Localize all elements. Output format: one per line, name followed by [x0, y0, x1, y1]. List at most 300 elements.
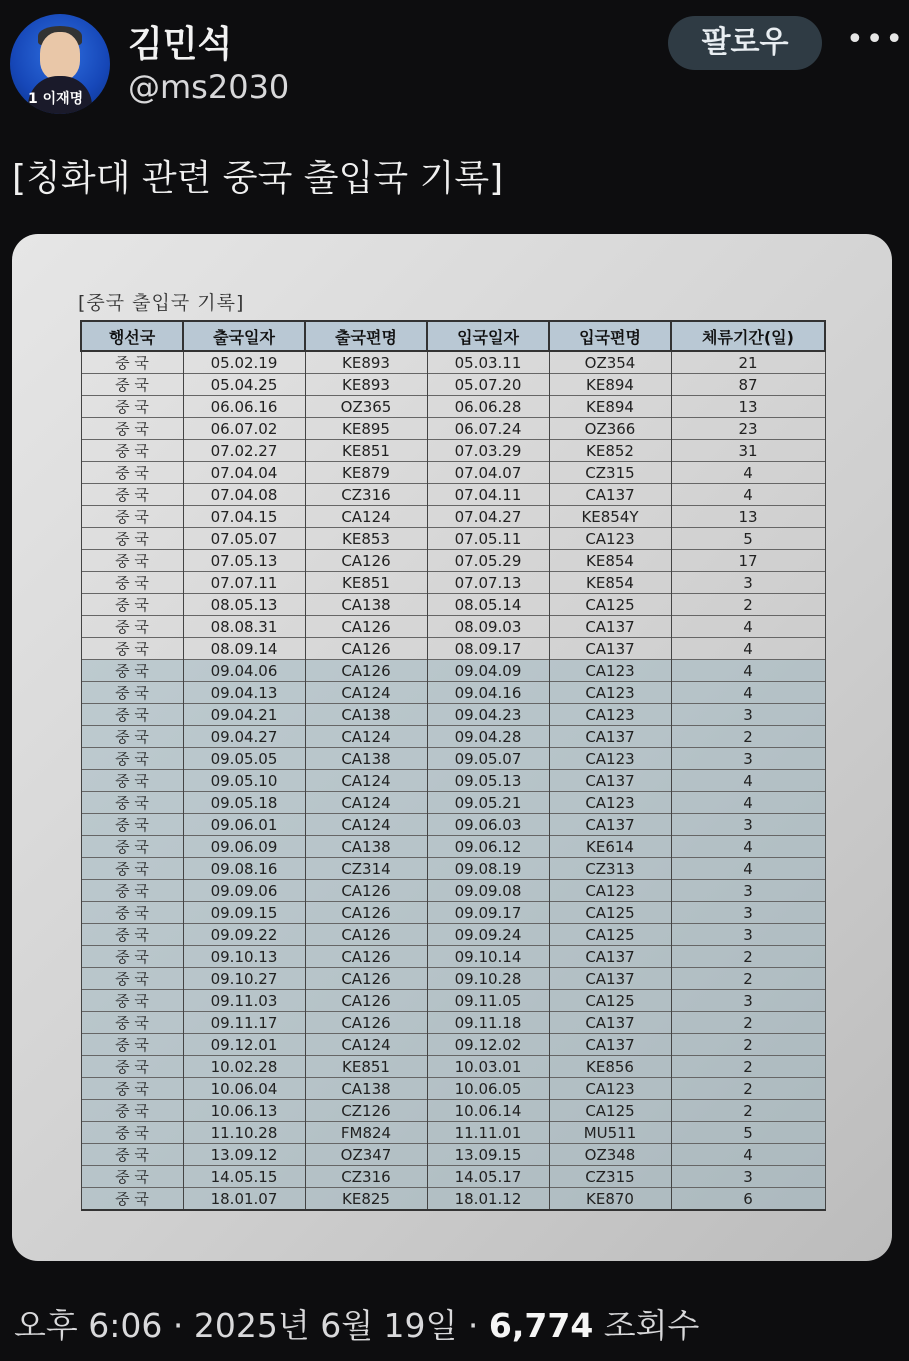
- table-cell: 10.06.13: [183, 1100, 305, 1122]
- table-cell: 07.04.07: [427, 462, 549, 484]
- table-row: [81, 528, 825, 550]
- immigration-records-table: [80, 320, 826, 1211]
- table-cell: KE854Y: [549, 506, 671, 528]
- table-cell: 09.09.15: [183, 902, 305, 924]
- separator: ·: [457, 1306, 489, 1345]
- table-cell: 중 국: [81, 682, 183, 704]
- table-cell: CA123: [549, 682, 671, 704]
- table-cell: 3: [671, 1166, 825, 1188]
- table-cell: 3: [671, 704, 825, 726]
- table-cell: 중 국: [81, 1100, 183, 1122]
- table-row: [81, 748, 825, 770]
- table-row: [81, 484, 825, 506]
- table-cell: CA126: [305, 946, 427, 968]
- table-cell: 09.05.07: [427, 748, 549, 770]
- table-cell: 09.05.21: [427, 792, 549, 814]
- table-cell: CA137: [549, 770, 671, 792]
- table-cell: 09.09.06: [183, 880, 305, 902]
- table-cell: 09.11.17: [183, 1012, 305, 1034]
- table-cell: CA124: [305, 726, 427, 748]
- table-cell: 09.04.23: [427, 704, 549, 726]
- table-cell: 09.09.24: [427, 924, 549, 946]
- table-cell: 09.08.16: [183, 858, 305, 880]
- table-cell: 중 국: [81, 440, 183, 462]
- table-row: [81, 1100, 825, 1122]
- table-cell: 2: [671, 1012, 825, 1034]
- table-cell: 4: [671, 660, 825, 682]
- table-cell: 09.10.27: [183, 968, 305, 990]
- user-handle[interactable]: @ms2030: [128, 68, 290, 106]
- column-header: 입국편명: [549, 321, 671, 351]
- table-cell: KE851: [305, 440, 427, 462]
- column-header: 입국일자: [427, 321, 549, 351]
- table-row: [81, 814, 825, 836]
- table-cell: CA123: [549, 792, 671, 814]
- table-cell: 13: [671, 396, 825, 418]
- table-cell: 중 국: [81, 374, 183, 396]
- display-name[interactable]: 김민석: [128, 24, 233, 65]
- table-cell: 09.04.28: [427, 726, 549, 748]
- table-cell: 중 국: [81, 572, 183, 594]
- table-cell: 10.03.01: [427, 1056, 549, 1078]
- column-header: 출국일자: [183, 321, 305, 351]
- table-cell: 17: [671, 550, 825, 572]
- more-options-icon[interactable]: •••: [846, 22, 906, 57]
- table-row: [81, 594, 825, 616]
- table-cell: OZ348: [549, 1144, 671, 1166]
- table-row: [81, 880, 825, 902]
- table-cell: 09.04.13: [183, 682, 305, 704]
- table-cell: KE893: [305, 351, 427, 374]
- table-cell: 08.09.14: [183, 638, 305, 660]
- table-cell: 18.01.07: [183, 1188, 305, 1211]
- table-row: [81, 1166, 825, 1188]
- table-row: [81, 1056, 825, 1078]
- attached-photo[interactable]: [12, 234, 892, 1261]
- table-cell: 중 국: [81, 858, 183, 880]
- table-cell: 중 국: [81, 1012, 183, 1034]
- table-cell: CA125: [549, 990, 671, 1012]
- table-cell: CA124: [305, 792, 427, 814]
- table-cell: 21: [671, 351, 825, 374]
- table-cell: 5: [671, 528, 825, 550]
- table-cell: CZ313: [549, 858, 671, 880]
- table-cell: MU511: [549, 1122, 671, 1144]
- table-cell: 중 국: [81, 792, 183, 814]
- table-cell: 09.05.13: [427, 770, 549, 792]
- table-cell: 09.05.10: [183, 770, 305, 792]
- table-cell: CZ126: [305, 1100, 427, 1122]
- table-cell: CZ315: [549, 462, 671, 484]
- table-cell: CA123: [549, 748, 671, 770]
- table-cell: KE854: [549, 572, 671, 594]
- table-cell: 3: [671, 572, 825, 594]
- table-cell: 09.05.18: [183, 792, 305, 814]
- table-cell: 중 국: [81, 616, 183, 638]
- table-cell: 14.05.17: [427, 1166, 549, 1188]
- table-cell: 07.05.29: [427, 550, 549, 572]
- avatar-face: [40, 32, 80, 80]
- table-cell: 4: [671, 462, 825, 484]
- table-row: [81, 924, 825, 946]
- table-row: [81, 418, 825, 440]
- table-cell: 6: [671, 1188, 825, 1211]
- table-cell: 중 국: [81, 660, 183, 682]
- table-cell: 06.06.28: [427, 396, 549, 418]
- table-cell: CA126: [305, 1012, 427, 1034]
- avatar[interactable]: [10, 14, 110, 114]
- table-cell: 09.11.05: [427, 990, 549, 1012]
- table-cell: KE852: [549, 440, 671, 462]
- table-cell: CZ316: [305, 1166, 427, 1188]
- table-cell: 중 국: [81, 836, 183, 858]
- table-cell: CA124: [305, 1034, 427, 1056]
- table-cell: 08.08.31: [183, 616, 305, 638]
- table-cell: 09.06.12: [427, 836, 549, 858]
- table-row: [81, 638, 825, 660]
- table-cell: 중 국: [81, 770, 183, 792]
- table-cell: KE854: [549, 550, 671, 572]
- table-cell: CA123: [549, 880, 671, 902]
- table-row: [81, 946, 825, 968]
- table-cell: 중 국: [81, 946, 183, 968]
- table-cell: 중 국: [81, 924, 183, 946]
- table-cell: 4: [671, 858, 825, 880]
- table-cell: 05.04.25: [183, 374, 305, 396]
- table-cell: 10.02.28: [183, 1056, 305, 1078]
- table-row: [81, 1034, 825, 1056]
- table-cell: 08.09.03: [427, 616, 549, 638]
- table-cell: CA125: [549, 594, 671, 616]
- table-cell: 09.09.17: [427, 902, 549, 924]
- table-cell: 2: [671, 1078, 825, 1100]
- table-cell: CA137: [549, 484, 671, 506]
- table-cell: KE614: [549, 836, 671, 858]
- separator: ·: [162, 1306, 194, 1345]
- table-cell: CZ315: [549, 1166, 671, 1188]
- table-cell: 2: [671, 1100, 825, 1122]
- table-cell: CA125: [549, 1100, 671, 1122]
- table-cell: CA125: [549, 902, 671, 924]
- post-date[interactable]: 2025년 6월 19일: [193, 1306, 458, 1345]
- table-cell: 10.06.14: [427, 1100, 549, 1122]
- table-cell: 5: [671, 1122, 825, 1144]
- table-cell: CZ314: [305, 858, 427, 880]
- table-cell: 09.04.06: [183, 660, 305, 682]
- table-cell: CA137: [549, 1034, 671, 1056]
- table-row: [81, 506, 825, 528]
- table-cell: 4: [671, 836, 825, 858]
- table-row: [81, 704, 825, 726]
- table-cell: CA124: [305, 814, 427, 836]
- table-cell: 09.04.09: [427, 660, 549, 682]
- table-cell: 중 국: [81, 396, 183, 418]
- table-cell: CA123: [549, 528, 671, 550]
- table-cell: CA137: [549, 726, 671, 748]
- table-cell: 4: [671, 770, 825, 792]
- table-cell: 2: [671, 968, 825, 990]
- table-cell: CA126: [305, 660, 427, 682]
- table-cell: 09.04.21: [183, 704, 305, 726]
- table-cell: KE853: [305, 528, 427, 550]
- document-title: [중국 출입국 기록]: [78, 292, 245, 314]
- table-cell: 09.05.05: [183, 748, 305, 770]
- table-cell: 2: [671, 946, 825, 968]
- table-cell: CA126: [305, 638, 427, 660]
- table-cell: 중 국: [81, 1078, 183, 1100]
- table-cell: 09.10.13: [183, 946, 305, 968]
- table-cell: 08.05.13: [183, 594, 305, 616]
- table-cell: 2: [671, 594, 825, 616]
- table-cell: 09.09.22: [183, 924, 305, 946]
- table-cell: 05.03.11: [427, 351, 549, 374]
- column-header: 출국편명: [305, 321, 427, 351]
- table-cell: 09.10.14: [427, 946, 549, 968]
- table-cell: 10.06.04: [183, 1078, 305, 1100]
- table-cell: 31: [671, 440, 825, 462]
- table-cell: 중 국: [81, 1188, 183, 1211]
- table-cell: 07.02.27: [183, 440, 305, 462]
- column-header: 체류기간(일): [671, 321, 825, 351]
- table-row: [81, 660, 825, 682]
- table-row: [81, 1078, 825, 1100]
- table-cell: 05.02.19: [183, 351, 305, 374]
- table-row: [81, 374, 825, 396]
- table-cell: CA138: [305, 748, 427, 770]
- table-row: [81, 682, 825, 704]
- table-cell: 09.06.03: [427, 814, 549, 836]
- table-cell: KE894: [549, 374, 671, 396]
- table-row: [81, 1012, 825, 1034]
- table-cell: 중 국: [81, 638, 183, 660]
- table-cell: OZ347: [305, 1144, 427, 1166]
- table-cell: 09.11.18: [427, 1012, 549, 1034]
- table-cell: CA138: [305, 594, 427, 616]
- table-cell: 18.01.12: [427, 1188, 549, 1211]
- table-cell: 07.04.04: [183, 462, 305, 484]
- table-row: [81, 902, 825, 924]
- table-cell: 중 국: [81, 880, 183, 902]
- table-cell: 09.12.02: [427, 1034, 549, 1056]
- table-cell: KE879: [305, 462, 427, 484]
- table-cell: 07.04.15: [183, 506, 305, 528]
- table-cell: CA124: [305, 770, 427, 792]
- tweet-footer: [14, 1300, 699, 1347]
- table-cell: KE825: [305, 1188, 427, 1211]
- table-cell: CA124: [305, 506, 427, 528]
- table-cell: 09.04.16: [427, 682, 549, 704]
- table-cell: CA126: [305, 924, 427, 946]
- table-cell: CA137: [549, 616, 671, 638]
- table-cell: 11.10.28: [183, 1122, 305, 1144]
- table-row: [81, 351, 825, 374]
- table-cell: OZ365: [305, 396, 427, 418]
- table-row: [81, 616, 825, 638]
- table-cell: 중 국: [81, 594, 183, 616]
- post-time[interactable]: 오후 6:06: [14, 1306, 163, 1345]
- table-cell: 08.09.17: [427, 638, 549, 660]
- table-body: [81, 351, 825, 1210]
- view-count-label: 조회수: [593, 1306, 700, 1345]
- table-row: [81, 1122, 825, 1144]
- table-cell: OZ354: [549, 351, 671, 374]
- table-cell: CA137: [549, 946, 671, 968]
- table-cell: CA137: [549, 1012, 671, 1034]
- table-cell: 중 국: [81, 528, 183, 550]
- table-cell: 06.07.02: [183, 418, 305, 440]
- table-cell: KE856: [549, 1056, 671, 1078]
- table-cell: CA123: [549, 1078, 671, 1100]
- table-row: [81, 770, 825, 792]
- table-cell: 10.06.05: [427, 1078, 549, 1100]
- table-cell: CA125: [549, 924, 671, 946]
- tweet-header: [0, 0, 909, 125]
- table-cell: 중 국: [81, 1144, 183, 1166]
- table-cell: 중 국: [81, 704, 183, 726]
- table-row: [81, 858, 825, 880]
- table-cell: 07.04.27: [427, 506, 549, 528]
- table-cell: 중 국: [81, 726, 183, 748]
- table-row: [81, 550, 825, 572]
- table-cell: 중 국: [81, 1034, 183, 1056]
- table-cell: 3: [671, 990, 825, 1012]
- table-cell: 중 국: [81, 1166, 183, 1188]
- table-cell: CA138: [305, 704, 427, 726]
- table-cell: 09.09.08: [427, 880, 549, 902]
- table-cell: CA126: [305, 880, 427, 902]
- table-cell: CA123: [549, 704, 671, 726]
- table-cell: 중 국: [81, 351, 183, 374]
- table-cell: KE851: [305, 572, 427, 594]
- table-cell: 2: [671, 1034, 825, 1056]
- table-cell: CA126: [305, 902, 427, 924]
- table-cell: CA126: [305, 990, 427, 1012]
- table-cell: CA126: [305, 616, 427, 638]
- table-row: [81, 1144, 825, 1166]
- table-row: [81, 462, 825, 484]
- table-cell: 3: [671, 814, 825, 836]
- table-cell: 09.06.01: [183, 814, 305, 836]
- table-cell: 13.09.12: [183, 1144, 305, 1166]
- table-cell: 87: [671, 374, 825, 396]
- table-cell: CA138: [305, 836, 427, 858]
- table-cell: 09.11.03: [183, 990, 305, 1012]
- table-cell: 07.07.11: [183, 572, 305, 594]
- view-count: 6,774: [488, 1306, 594, 1345]
- table-cell: 4: [671, 682, 825, 704]
- table-cell: 11.11.01: [427, 1122, 549, 1144]
- table-row: [81, 572, 825, 594]
- table-cell: 중 국: [81, 1056, 183, 1078]
- table-cell: 07.04.11: [427, 484, 549, 506]
- table-cell: 07.03.29: [427, 440, 549, 462]
- table-cell: 중 국: [81, 462, 183, 484]
- table-cell: 3: [671, 748, 825, 770]
- table-cell: 06.06.16: [183, 396, 305, 418]
- table-cell: KE895: [305, 418, 427, 440]
- table-cell: 4: [671, 1144, 825, 1166]
- table-cell: CA137: [549, 638, 671, 660]
- table-cell: CA137: [549, 968, 671, 990]
- table-header-row: [81, 321, 825, 351]
- table-cell: 14.05.15: [183, 1166, 305, 1188]
- table-cell: KE893: [305, 374, 427, 396]
- table-cell: OZ366: [549, 418, 671, 440]
- table-cell: 중 국: [81, 902, 183, 924]
- table-cell: 09.04.27: [183, 726, 305, 748]
- table-cell: KE851: [305, 1056, 427, 1078]
- tweet-text: [칭화대 관련 중국 출입국 기록]: [12, 158, 504, 199]
- table-cell: 3: [671, 924, 825, 946]
- table-cell: 09.06.09: [183, 836, 305, 858]
- table-cell: 중 국: [81, 418, 183, 440]
- table-row: [81, 836, 825, 858]
- table-cell: KE870: [549, 1188, 671, 1211]
- table-cell: 중 국: [81, 550, 183, 572]
- table-cell: CZ316: [305, 484, 427, 506]
- table-cell: 07.05.13: [183, 550, 305, 572]
- table-cell: 13.09.15: [427, 1144, 549, 1166]
- table-row: [81, 440, 825, 462]
- table-cell: 중 국: [81, 506, 183, 528]
- table-cell: 4: [671, 616, 825, 638]
- table-cell: CA138: [305, 1078, 427, 1100]
- table-cell: 07.04.08: [183, 484, 305, 506]
- table-cell: 4: [671, 638, 825, 660]
- table-cell: 09.08.19: [427, 858, 549, 880]
- avatar-caption: 1 이재명: [28, 91, 84, 107]
- table-cell: CA126: [305, 968, 427, 990]
- table-row: [81, 990, 825, 1012]
- table-cell: 3: [671, 902, 825, 924]
- table-cell: 4: [671, 792, 825, 814]
- table-cell: 05.07.20: [427, 374, 549, 396]
- column-header: 행선국: [81, 321, 183, 351]
- table-cell: CA124: [305, 682, 427, 704]
- table-row: [81, 968, 825, 990]
- table-cell: KE894: [549, 396, 671, 418]
- table-cell: 중 국: [81, 990, 183, 1012]
- table-row: [81, 396, 825, 418]
- table-cell: FM824: [305, 1122, 427, 1144]
- table-cell: 중 국: [81, 484, 183, 506]
- table-cell: 23: [671, 418, 825, 440]
- table-cell: 중 국: [81, 1122, 183, 1144]
- table-cell: CA126: [305, 550, 427, 572]
- table-cell: 09.10.28: [427, 968, 549, 990]
- table-cell: CA137: [549, 814, 671, 836]
- table-cell: 4: [671, 484, 825, 506]
- table-cell: 08.05.14: [427, 594, 549, 616]
- table-cell: CA123: [549, 660, 671, 682]
- table-cell: 07.07.13: [427, 572, 549, 594]
- table-cell: 07.05.11: [427, 528, 549, 550]
- table-cell: 2: [671, 726, 825, 748]
- table-cell: 09.12.01: [183, 1034, 305, 1056]
- table-row: [81, 726, 825, 748]
- follow-button[interactable]: 팔로우: [668, 16, 822, 70]
- table-row: [81, 792, 825, 814]
- table-cell: 3: [671, 880, 825, 902]
- table-cell: 06.07.24: [427, 418, 549, 440]
- table-cell: 13: [671, 506, 825, 528]
- table-cell: 중 국: [81, 968, 183, 990]
- table-row: [81, 1188, 825, 1211]
- table-cell: 중 국: [81, 748, 183, 770]
- table-cell: 중 국: [81, 814, 183, 836]
- table-cell: 07.05.07: [183, 528, 305, 550]
- table-cell: 2: [671, 1056, 825, 1078]
